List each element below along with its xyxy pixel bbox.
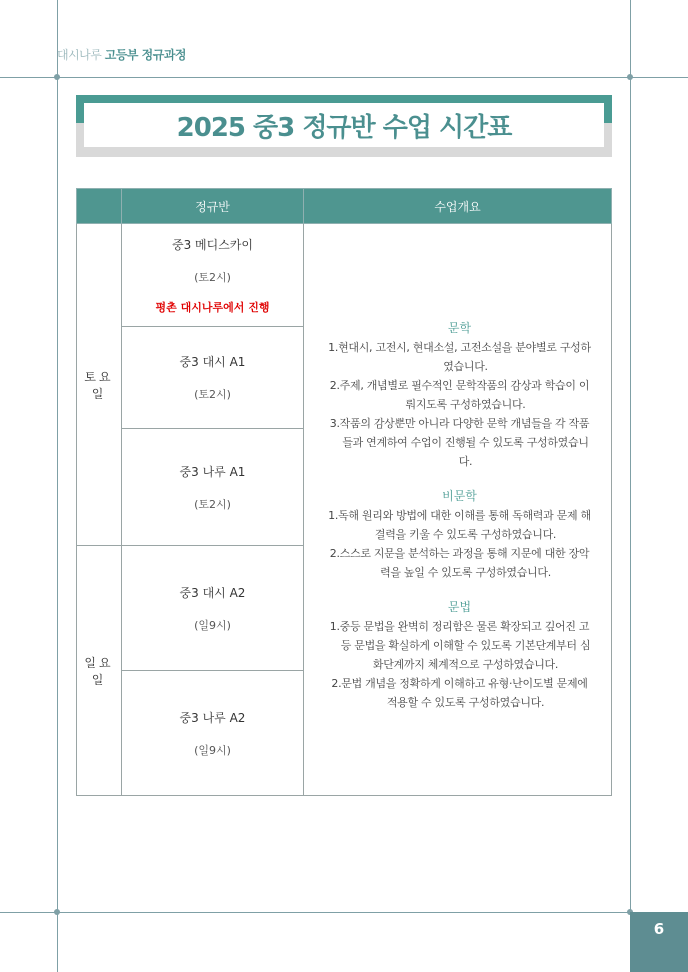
class-name: 중3 나루 A1 [179, 464, 246, 479]
table-header-row [77, 189, 612, 224]
overview-item: 1.현대시, 고전시, 현대소설, 고전소설을 분야별로 구성하였습니다. [328, 341, 591, 373]
header-overview: 수업개요 [304, 189, 612, 224]
class-note: 평촌 대시나루에서 진행 [155, 300, 270, 314]
guide-line-bottom [0, 912, 688, 913]
class-cell [122, 224, 304, 327]
overview-item: 3.작품의 감상뿐만 아니라 다양한 문학 개념들을 각 작품들과 연계하여 수업이 진행될 수 있도록 구성하였습니다. [329, 417, 590, 468]
page-number-box [630, 912, 688, 972]
banner-bar [76, 95, 612, 103]
header-brand [57, 46, 186, 63]
brand-name: 대시나루 [57, 48, 102, 62]
overview-section-title: 문학 [447, 321, 472, 335]
class-name: 중3 메디스카이 [171, 237, 253, 252]
guide-line-top [0, 77, 688, 78]
overview-section-title: 문법 [447, 600, 472, 614]
schedule-table [76, 188, 612, 796]
title-banner [76, 95, 612, 161]
overview-list [326, 617, 593, 712]
overview-item: 1.독해 원리와 방법에 대한 이해를 통해 독해력과 문제 해결력을 키울 수 있도록 구성하였습니다. [328, 509, 591, 541]
page-number: 6 [653, 920, 665, 938]
guide-line-right [630, 0, 631, 972]
page-title: 2025 중3 정규반 수업 시간표 [176, 113, 512, 143]
header-day [77, 189, 122, 224]
table-row [77, 224, 612, 327]
class-time: (토2시) [194, 497, 231, 511]
banner-shadow [76, 147, 612, 157]
day-sunday: 일요일 [77, 546, 122, 796]
overview-item: 1.중등 문법을 완벽히 정리함은 물론 확장되고 깊어진 고등 문법을 확실하게 이해할 수 있도록 기본단계부터 심화단계까지 체계적으로 구성하였습니다. [329, 620, 591, 671]
overview-cell [304, 224, 612, 796]
class-cell [122, 429, 304, 546]
overview-item: 2.주제, 개념별로 필수적인 문학작품의 감상과 학습이 이뤄지도록 구성하였습니다. [329, 379, 590, 411]
overview-section-title: 비문학 [442, 489, 477, 503]
brand-program: 고등부 정규과정 [104, 48, 187, 62]
class-time: (토2시) [194, 388, 231, 401]
day-saturday: 토요일 [77, 224, 122, 546]
guide-dot [54, 74, 60, 80]
class-cell [122, 327, 304, 429]
class-cell [122, 546, 304, 671]
class-cell [122, 671, 304, 796]
overview-list [326, 338, 593, 471]
overview-list [326, 506, 593, 582]
class-time: (일9시) [194, 743, 231, 757]
header-class: 정규반 [122, 189, 304, 224]
class-name: 중3 대시 A2 [179, 585, 246, 600]
overview-item: 2.문법 개념을 정확하게 이해하고 유형·난이도별 문제에 적용할 수 있도록 구성하였습니다. [331, 677, 588, 709]
overview-item: 2.스스로 지문을 분석하는 과정을 통해 지문에 대한 장악력을 높일 수 있도록 구성하였습니다. [329, 547, 590, 579]
class-time: (일9시) [194, 618, 231, 632]
guide-line-left [57, 0, 58, 972]
guide-dot [54, 909, 60, 915]
class-time: (토2시) [194, 270, 231, 284]
guide-dot [627, 74, 633, 80]
class-name: 중3 대시 A1 [179, 355, 246, 369]
class-name: 중3 나루 A2 [179, 710, 246, 725]
